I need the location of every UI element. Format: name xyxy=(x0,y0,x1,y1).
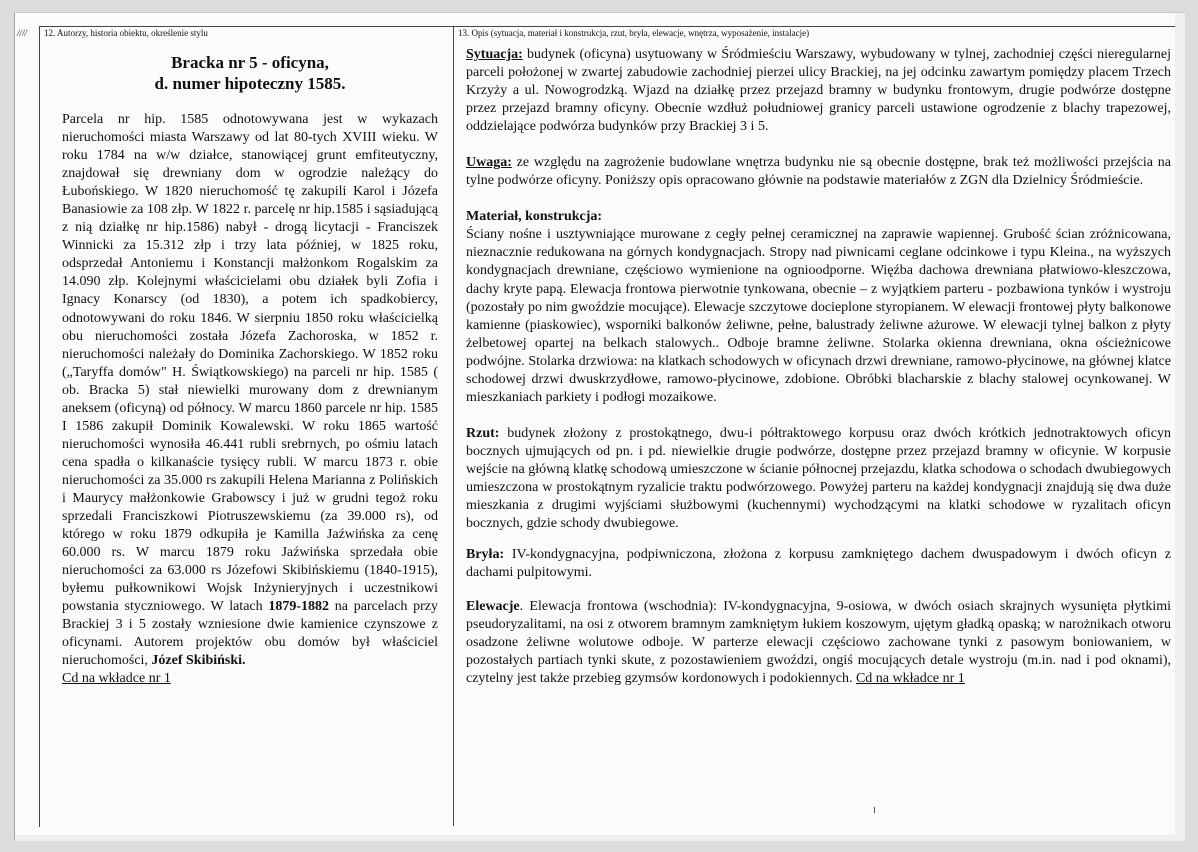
elewacje-heading: Elewacje xyxy=(466,599,520,615)
bryla-text: IV-kondygnacyjna, podpiwniczona, złożona z korpusu zamkniętego dachem dwuspadowym i dwóch oficyn z dachami pulpitowymi. xyxy=(466,547,1171,581)
bryla-heading: Bryła: xyxy=(466,547,505,563)
history-column xyxy=(62,52,438,689)
elewacje-text: . Elewacja frontowa (wschodnia): IV-kondygnacyjna, 9-osiowa, w dwóch osiach skrajnych wysunięta płytkimi pseudoryzalitami, na osi z otworem bramnym zamkniętym łukiem koszowym, ujętym gładką opaską; w narożnikach otworu osadzone żeliwne wolutowe odboje. W parterze elewacji częściowo zachowane tynki z pasowym boniowaniem, w pozostałych partiach tynki skute, z pozostawieniem gwoździ, ongiś mocujących detale wystroju (m.in. nad i pod oknami), czytelny jest także przebieg gzymsów kordonowych i podokiennych. xyxy=(466,599,1171,687)
document-subtitle: d. numer hipoteczny 1585. xyxy=(154,74,346,93)
history-years: 1879-1882 xyxy=(268,599,330,615)
material-section xyxy=(466,208,1171,407)
material-heading: Materiał, konstrukcja: xyxy=(466,209,603,225)
uwaga-section xyxy=(466,154,1171,190)
sytuacja-heading: Sytuacja: xyxy=(466,47,523,62)
document-title: Bracka nr 5 - oficyna, xyxy=(171,53,329,72)
rzut-section xyxy=(466,425,1171,533)
continuation-link-left[interactable]: Cd na wkładce nr 1 xyxy=(62,671,171,687)
history-paragraph xyxy=(62,111,438,670)
left-field-header: 12. Autorzy, historia obiektu, określenie stylu xyxy=(44,28,208,38)
sytuacja-section xyxy=(466,46,1171,136)
rzut-heading: Rzut: xyxy=(466,425,500,441)
uwaga-text: ze względu na zagrożenie budowlane wnętrza budynku nie są obecnie dostępne, brak też możliwości przejścia na tylne podwórze oficyny. Poniższy opis opracowano głównie na podstawie materiałów z ZGN dla Dzielnicy Śródmieście. xyxy=(466,155,1171,189)
column-divider xyxy=(453,26,454,826)
uwaga-heading: Uwaga: xyxy=(466,155,512,171)
sytuacja-text: budynek (oficyna) usytuowany w Śródmieściu Warszawy, wybudowany w tylnej, zachodniej części nieregularnej parceli położonej w zwartej zabudowie zachodniej pierzei ulicy Brackiej, na jej odcinku zawartym pomiędzy placem Trzech Krzyży a ul. Nowogrodzką. Wjazd na działkę przez przejazd bramny w budynku frontowym, drugie podwórze dostępne przez przejazd bramny oficyny. Obecnie wzdłuż południowej granicy parceli ustawione ogrodzenie z blachy trapezowej, oddzielające podwórza budynków przy Brackiej 3 i 5. xyxy=(466,47,1171,135)
elewacje-section xyxy=(466,598,1171,688)
material-text: Ściany nośne i usztywniające murowane z cegły pełnej ceramicznej na zaprawie wapiennej. Grubość ścian zróżnicowana, nieznacznie redukowana na górnych kondygnacjach. Stropy nad piwnicami ceglane odcinkowe i typu Kleina., na wyższych kondygnacjach drewniane, częściowo wymienione na ognioodporne. Więźba dachowa drewniana płatwiowo-kleszczowa, dachy kryte papą. Elewacja frontowa pierwotnie tynkowana, obecnie – z wyjątkiem parteru - pozbawiona tynków i wystroju (pozostały po nim gwoździe mocujące). Elewacje szczytowe docieplone styropianem. W elewacji frontowej płyty balkonowe kamienne (piaskowiec), wsporniki balkonów żeliwne, pełne, balustrady żeliwne ażurowe. W elewacji tylnej balkon z płyty żelbetowej opartej na belkach stalowych.. Odboje bramne żeliwne. Stolarka okienna drewniana, okna ościeżnicowe podwójne. Stolarka drzwiowa: na klatkach schodowych w oficynach drzwi drewniane, ramowo-płycinowe, na głównej klatce schodowej drzwi dwuskrzydłowe, ramowo-płycinowe, zdobione. Obróbki blacharskie z blachy stalowej ocynkowanej. W mieszkaniach parkiety i podłogi mozaikowe. xyxy=(466,227,1171,405)
rzut-text: budynek złożony z prostokątnego, dwu-i półtraktowego korpusu oraz dwóch krótkich jednotraktowych oficyn bocznych ujmujących od pn. i pd. niewielkie drugie podwórze, dostępne przez przejazd bramny w oficynie. W korpusie wejście na główną klatkę schodową umieszczone w ścianie północnej przejazdu, klatka schodowa o schodach dwubiegowych umieszczona w prostokątnym ryzalicie traktu podwórzowego. Powyżej parteru na każdej kondygnacji znajdują się dwa duże mieszkania z drugimi wyjściami służbowymi (kuchennymi) wychodzącymi na klatki schodowe w ryzalitach oficyn bocznych, gdzie schody dwubiegowe. xyxy=(466,425,1171,532)
history-text-part1: Parcela nr hip. 1585 odnotowywana jest w wykazach nieruchomości miasta Warszawy od lat 80-tych XVIII wieku. W roku 1784 na w/w działce, stanowiącej grunt emfiteutyczny, znajdował się drewniany dom w ogrodzie należący do Łubońskiego. W 1820 nieruchomość tę zakupili Karol i Józefa Banasiowie za 108 złp. W 1822 r. parcelę nr hip.1585 i sąsiadującą z nią działkę nr hip.1586) nabył - drogą licytacji - Franciszek Winnicki za 15.312 złp i trzy lata później, w 1825 roku, odsprzedał Antoniemu i Konstancji małżonkom Rogalskim za 14.090 złp. Kolejnymi właścicielami obu działek byli Zofia i Ignacy Konarscy (od 1830), a potem ich spadkobiercy, odnotowywani do roku 1846. W sierpniu 1850 roku właścicielką obu nieruchomości została Józefa Zachoroska, w 1852 r. nieruchomości należały do Dominika Zachorskiego. W 1852 roku („Taryffa domów" H. Świątkowskiego) na parceli nr hip. 1585 ( ob. Bracka 5) stał niewielki murowany dom z drewnianym aneksem (oficyną) od północy. W marcu 1860 parcele nr hip. 1585 I 1586 zakupił Dominik Kowalewski. W roku 1865 wartość nieruchomości wynosiła 46.441 rubli srebrnych, po ośmiu latach cena spadła o kilkanaście tysięcy rubli. W marcu 1873 r. obie nieruchomości za 35.000 rs zakupili Helena Marianna z Polińskich i Maurycy małżonkowie Grabowscy i już w grudni tegoż roku sprzedali Franciszkowi Piotruszewskiemu (za 39.000 rs), od którego w roku 1879 odkupiła je Kamilla Jaźwińska za cenę 60.000 rs. W marcu 1879 roku Jaźwińska sprzedała obie nieruchomości za 63.000 rs Józefowi Skibińskiemu (1840-1915), byłemu pułkownikowi Wojsk Inżynieryjnych i uczestnikowi powstania styczniowego. W latach xyxy=(62,112,438,615)
scan-mark xyxy=(874,807,875,813)
continuation-link-right[interactable]: Cd na wkładce nr 1 xyxy=(855,671,965,687)
bryla-section xyxy=(466,546,1171,582)
description-column xyxy=(466,46,1171,706)
right-field-header: 13. Opis (sytuacja, materiał i konstrukcja, rzut, bryła, elewacje, wnętrza, wyposażenie, instalacje) xyxy=(458,28,810,38)
history-author: Józef Skibiński. xyxy=(151,653,246,669)
margin-marks: //// xyxy=(17,28,28,38)
history-text-part2: na parcelach przy Brackiej 3 i 5 zostały wzniesione dwie kamienice czynszowe z oficynami. Autorem projektów obu domów był właściciel nieruchomości, xyxy=(62,599,439,669)
